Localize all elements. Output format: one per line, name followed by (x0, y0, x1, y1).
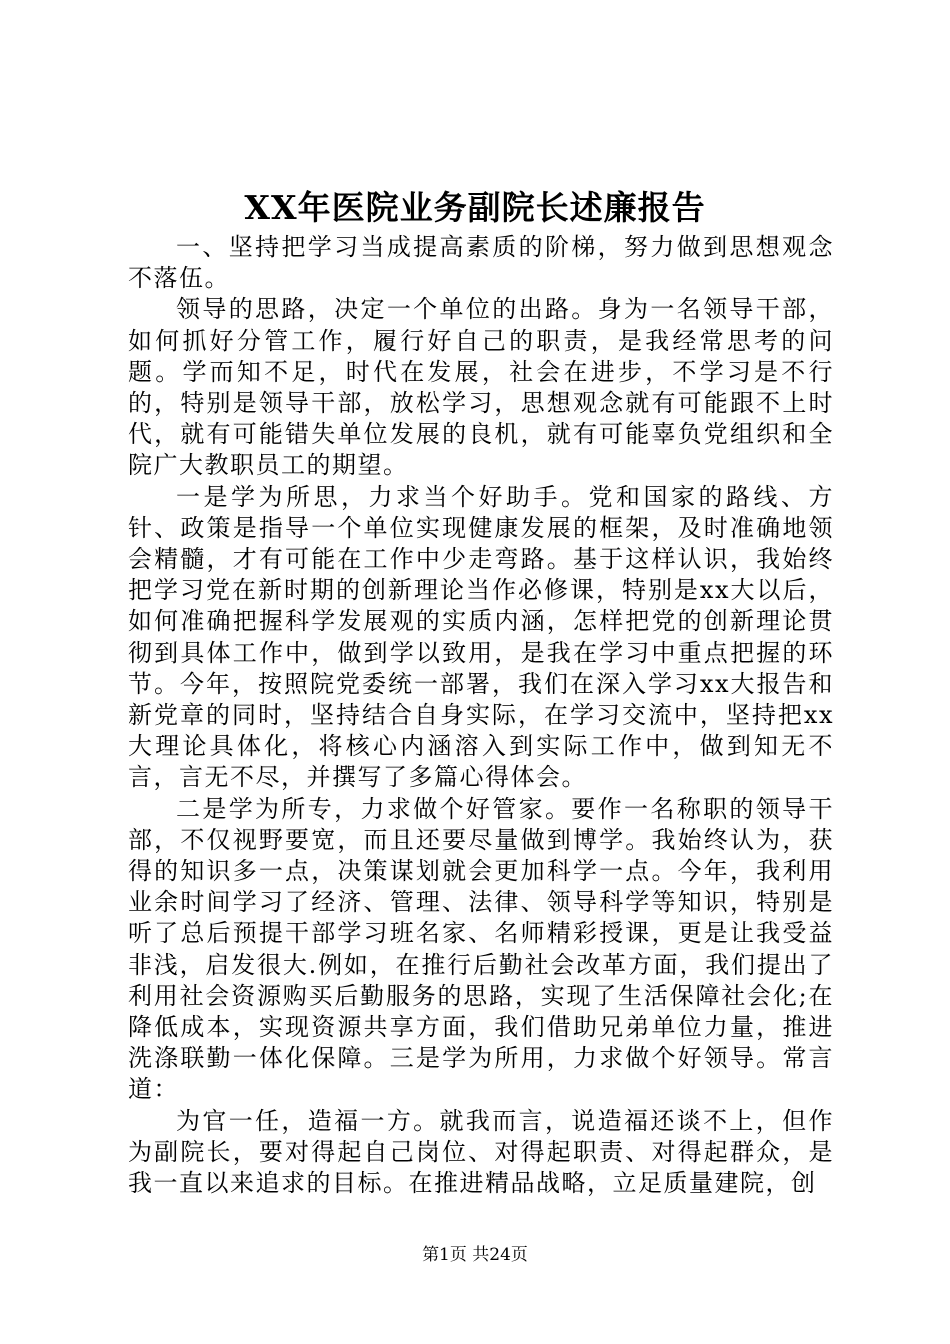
paragraph: 二是学为所专，力求做个好管家。要作一名称职的领导干部，不仅视野要宽，而且还要尽量做到博学。我始终认为，获得的知识多一点，决策谋划就会更加科学一点。今年，我利用业余时间学习了经济、管理、法律、领导科学等知识，特别是听了总后预提干部学习班名家、名师精彩授课，更是让我受益非浅，启发很大.例如，在推行后勤社会改革方面，我们提出了利用社会资源购买后勤服务的思路，实现了生活保障社会化;在降低成本，实现资源共享方面，我们借助兄弟单位力量，推进洗涤联勤一体化保障。三是学为所用，力求做个好领导。常言道： (128, 794, 834, 1104)
paragraph: 一、坚持把学习当成提高素质的阶梯，努力做到思想观念不落伍。 (128, 233, 834, 293)
page-number-footer: 第1页 共24页 (422, 1245, 528, 1265)
document-title: XX年医院业务副院长述廉报告 (244, 188, 706, 227)
paragraph: 领导的思路，决定一个单位的出路。身为一名领导干部，如何抓好分管工作，履行好自己的职责，是我经常思考的问题。学而知不足，时代在发展，社会在进步，不学习是不行的，特别是领导干部，放松学习，思想观念就有可能跟不上时代，就有可能错失单位发展的良机，就有可能辜负党组织和全院广大教职员工的期望。 (128, 295, 834, 480)
paragraph: 一是学为所思，力求当个好助手。党和国家的路线、方针、政策是指导一个单位实现健康发展的框架，及时准确地领会精髓，才有可能在工作中少走弯路。基于这样认识，我始终把学习党在新时期的创新理论当作必修课，特别是xx大以后，如何准确把握科学发展观的实质内涵，怎样把党的创新理论贯彻到具体工作中，做到学以致用，是我在学习中重点把握的环节。今年，按照院党委统一部署，我们在深入学习xx大报告和新党章的同时，坚持结合自身实际，在学习交流中，坚持把xx大理论具体化，将核心内涵溶入到实际工作中，做到知无不言，言无不尽，并撰写了多篇心得体会。 (128, 482, 834, 792)
paragraph: 为官一任，造福一方。就我而言，说造福还谈不上，但作为副院长，要对得起自己岗位、对得起职责、对得起群众，是我一直以来追求的目标。在推进精品战略，立足质量建院，创 (128, 1106, 834, 1198)
document-body (128, 232, 834, 1199)
